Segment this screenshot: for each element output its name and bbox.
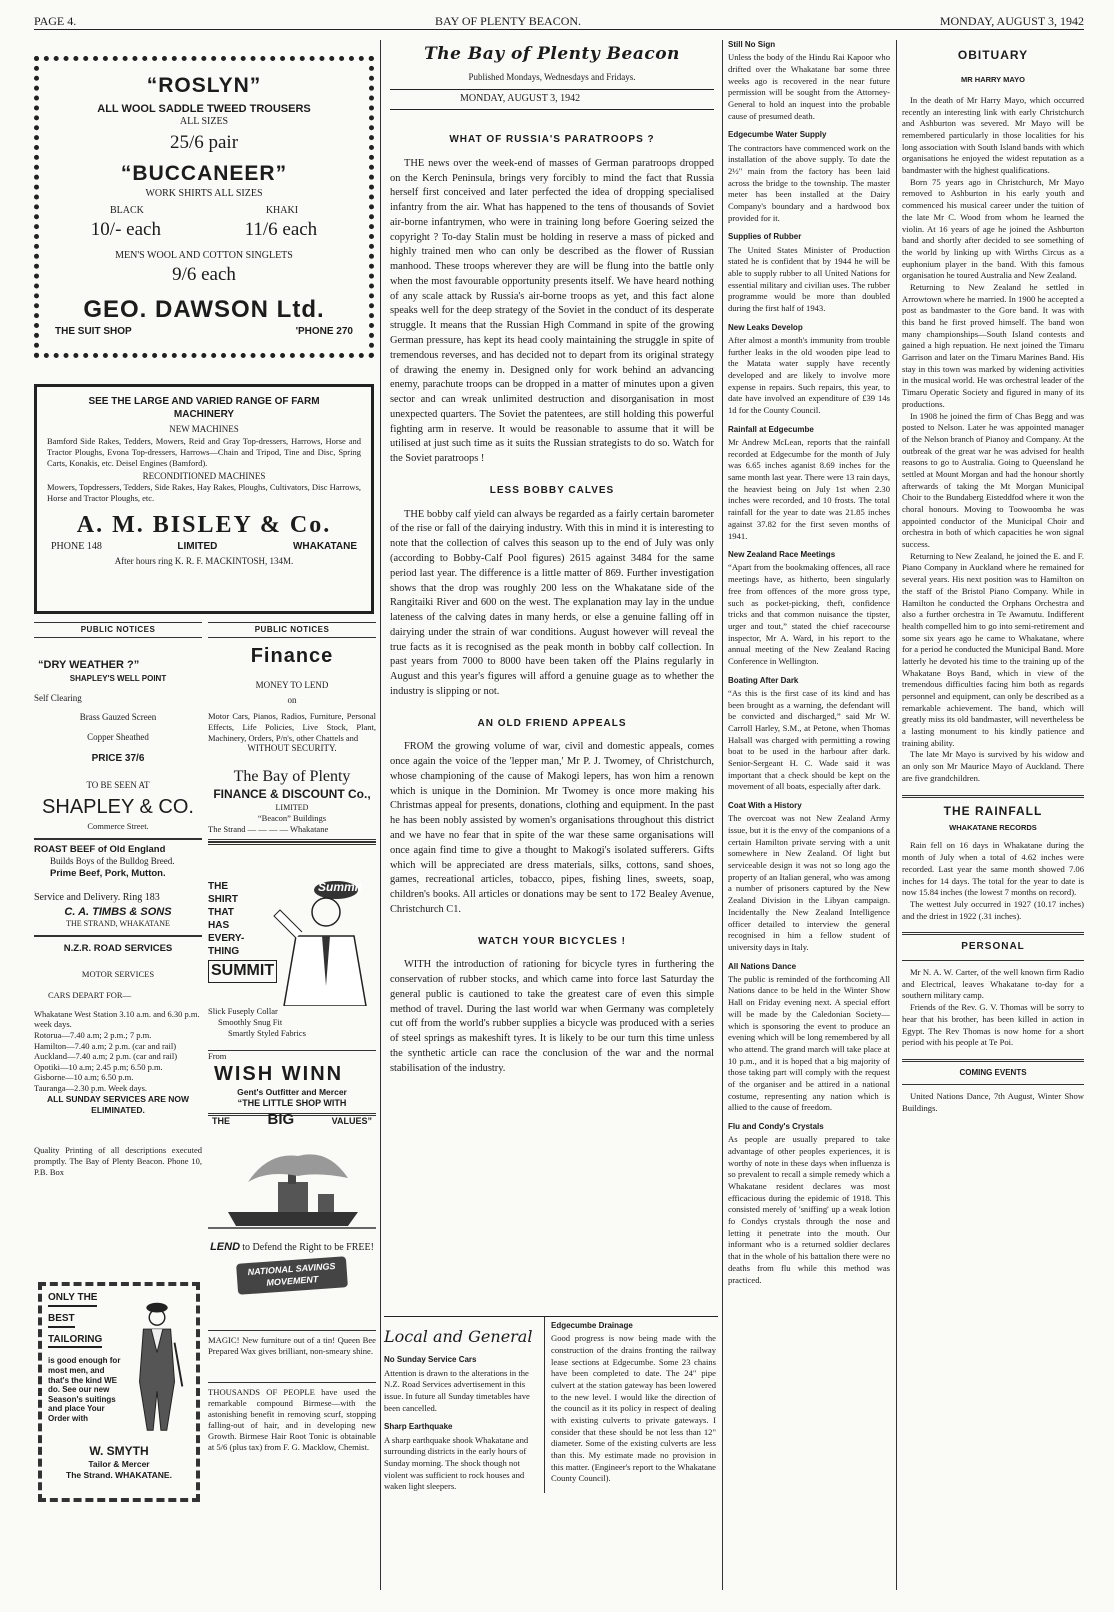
wish-winn-advert: From WISH WINN Gent's Outfitter and Mercer “THE LITTLE SHOP WITH THE BIG VALUES”: [208, 1050, 376, 1116]
roslyn-brand: “ROSLYN”: [146, 74, 262, 97]
editorial-heading: WATCH YOUR BICYCLES !: [478, 935, 626, 947]
paper-name: BAY OF PLENTY BEACON.: [435, 14, 582, 28]
masthead: The Bay of Plenty Beacon Published Mondays, Wednesdays and Fridays. MONDAY, AUGUST 3, 1942: [390, 44, 714, 110]
dawson-name: GEO. DAWSON Ltd.: [83, 295, 325, 323]
wish-winn-name: WISH WINN: [214, 1062, 344, 1085]
smyth-advert: ONLY THE BEST TAILORING is good enough for most men, and that's the kind WE do. See our new Season's suitings and place Your Order with W. SMYTH Tailor & Mercer The Strand. WHAKATANE.: [38, 1282, 200, 1502]
editorial-heading: WHAT OF RUSSIA'S PARATROOPS ?: [449, 134, 655, 145]
summit-logo: Summit: [318, 880, 363, 894]
editorial-paragraph: WITH the introduction of rationing for bicycle tyres in furthering the conservation of rubber stocks, and which came into force last Saturday the general public is cautioned to take the greatest care of even this simple method of travel. During the last world war when Germany was completely cut off from the world's rubber supplies a bicycle was produced with a series of steel springs as makeshift tyres. It is likely to be our turn this time unless the synthetic article can race the conclusion of the war and the normal stabilisation of the industry.: [390, 959, 714, 1074]
column-rule: [380, 40, 381, 1590]
rainfall-title: THE RAINFALL: [943, 803, 1043, 818]
bisley-name: A. M. BISLEY & Co.: [76, 512, 332, 539]
black-shirt-price: 10/- each: [90, 218, 161, 240]
editorial-paragraph: FROM the growing volume of war, civil and domestic appeals, comes once again the voice of the 'lepper man,' Mr P. J. Twomey, of Christchurch, whose championing of the cause of Makogi lepers, has won him a renown which is unique in the Dominion. Mr Twomey is once more making his Christmas appeal for presents, donations, clothing and equipment. In the past he has been nobly assisted by women's organisations throughout this district and we have no fear that in spite of the war these same organisations will once again find time to give a thought to Makogi's isolated sufferers. Gifts which will be appreciated are dress materials, silks, cottons, sand shoes, games, recreational articles, tobacco, pipes, fishing lines, sweets, soap, children's books. All articles or donations may be sent to 172 Bealey Avenue, Christchurch C1.: [390, 741, 714, 915]
coming-events-title: COMING EVENTS: [959, 1067, 1027, 1077]
savings-banner: NATIONAL SAVINGS MOVEMENT: [236, 1257, 348, 1296]
bisley-advert: SEE THE LARGE AND VARIED RANGE OF FARM MACHINERY NEW MACHINES Bamford Side Rakes, Tedders, Mowers, Reid and Gray Top-dressers, Harrows, Horse and Tractor Ploughs, Evona Top-dressers, Harrows—Chain and Tripod, Tine and Disc, Spring Carts, Konakis, etc. Deisel Engines (Bamford). RECONDITIONED MACHINES Mowers, Topdressers, Tedders, Side Rakes, Hay Rakes, Ploughs, Cultivators, Disc Harrows, Horse and Tractor Ploughs, etc. A. M. BISLEY & Co. PHONE 148 LIMITED WHAKATANE After hours ring K. R. F. MACKINTOSH, 134M.: [34, 384, 374, 614]
shapley-name: SHAPLEY & CO.: [42, 796, 194, 819]
national-savings-advert: LEND to Defend the Right to be FREE! NATIONAL SAVINGS MOVEMENT: [208, 1142, 376, 1318]
local-general-title: Local and General: [384, 1327, 533, 1346]
editorial-heading: LESS BOBBY CALVES: [489, 484, 615, 496]
page-number: PAGE 4.: [34, 14, 77, 28]
personal-title: PERSONAL: [961, 941, 1025, 953]
local-general: Local and General No Sunday Service Cars Attention is drawn to the alterations in the N.Z. Road Services advertisement in this issue. In future all Sunday timetables have been cancelled. Sharp Earthquake A sharp earthquake shook Whakatane and surrounding districts in the early hours of Sunday morning. The shock though not violent was sufficient to rock houses and waken light sleepers. Edgecumbe Drainage Good progress is now being made with the construction of the drains fronting the railway lease sections at Edgecumbe. Some 23 chains have been completed to date. The 24" pipe culvert at the station gateway has been lowered to the new level. I would like the direction of the council as it its policy in respect of dealing with existing culverts to private gateways. I consider that these should be not less than 12" diameter. Some of the existing culverts are less than this. My estimate made no provision in this matter. (Engineer's report to the Whakatane County Council).: [384, 1316, 718, 1493]
summit-advert: THE SHIRT THAT HAS EVERY- THING SUMMIT Summit Slick Fuseply Collar Smoothly Snug Fit Smartly Styled Fabrics: [208, 876, 376, 1044]
editorial-heading: AN OLD FRIEND APPEALS: [477, 717, 627, 729]
obituary-column: OBITUARY MR HARRY MAYO In the death of Mr Harry Mayo, which occurred recently an interesting link with early Christchurch and Ashburton was severed. Mr Mayo will be remembered particularly in those localities for his long association with South Island bands with which organisations he enjoyed the widest reputation as a bandmaster with the highest qualifications. Born 75 years ago in Christchurch, Mr Mayo removed to Ashburton in his early youth and commenced his musical career under the tuition of the late Mr C. Wood from whom he learned the violin. At 16 years of age he joined the Ashburton band and shortly after decided to see something of the world by linking up with Wirths Circus as a euphonium player in the band. With this famous organisation he toured Australia and New Zealand. Returning to New Zealand he settled in Arrowtown where he married. In 1900 he accepted a post as bandmaster to the Gore band. It was with this band he first proved himself. The band won many championships—South Island contests and gained a high repuation. He next joined the Timaru Garrison and later on the Timaru Marines Band. His stay in this town was marked by widening activities in the musical world. He was orchestral leader of the Timaru Operatic Society and figured in many of its productions. In 1908 he joined the firm of Chas Begg and was posted to Nelson. Later he was appointed manager of the Nelson branch of Pianoy and Company. At the outbreak of the great war he was advised for health reasons to go to Australia. Going to Queensland he settled at Mount Morgan and had the honour shortly afterwards of taking the Mt Morgan Municipal Choir to the Bundaberg Eisteddfod where it won the choral honours. Moving to Toowoomba he was appointed conductor of the Municipal Choir and orchestra in both of which capacities he won signal success. Returning to New Zealand, he joined the E. and F. Piano Company in Auckland where he remained for several years. His next position was to Hamilton on the staff of the Bristol Piano Company. While in Hamilton he conducted the Orphans Orchestra and also a further orchestra in Te Awamutu. Indifferent health compelled him to go into semi-retirement and some six years ago he came to Whakatane, where for a period he conducted the Municipal Band. More latterly he devoted his time to the training up of the Whakatane Boys Band, which in view of the tremendous difficulties facing him both as regards personnel and equipment, can only be described as a remarkable achievement. The band, which will greatly miss its old bandmaster, will nevertheless be a lasting monument to his kindly patience and training ability. The late Mr Mayo is survived by his widow and an only son Mr Maurice Mayo of Auckland. There are five grandchildren. THE RAINFALL WHAKATANE RECORDS Rain fell on 16 days in Whakatane during the month of July when a total of 4.62 inches were recorded. Last year the same month showed 7.06 inches for 14 days. The total for the year to date is now 15.84 inches (the lowest 7 months on record). The wettest July occurred in 1927 (10.17 inches) and the driest in 1922 (.31 inches). PERSONAL Mr N. A. W. Carter, of the well known firm Radio and Electrical, leaves Whakatane to-day for a southern military camp. Friends of the Rev. G. V. Thomas will be sorry to hear that his brother, has been killed in action in Egypt. The Rev Thomas is now home for a short period with his people at Te Poi. COMING EVENTS United Nations Dance, 7th August, Winter Show Buildings.: [902, 48, 1084, 1113]
birmese-notice: THOUSANDS OF PEOPLE have used the remarkable compound Birmese—with the astonishing benefit in removing scurf, stopping falling-out of hair, and in developing new Growth. Birmese Hair Root Tonic is obtainable at 5/6 (plus tax) from F. G. Macklow, Chemist.: [208, 1382, 376, 1453]
news-column: Still No Sign Unless the body of the Hindu Rai Kapoor who drifted over the Whakatane bar some three weeks ago is recovered in the near future permission will be sought from the Attorney-General to hold an inquest into the probable cause of presumed death. Edgecumbe Water Supply The contractors have commenced work on the installation of the above supply. To date the 2½" main from the factory has been laid across the bridge to the township. The master meter has been installed at the Dairy Company's boundary and a hardwood box provided for it. Supplies of Rubber The United States Minister of Production stated he is confident that by 1944 he will be able to supply rubber to all United Nations for essential military and civilian uses. The rubber programme would be more than doubled during the first half of 1943. New Leaks Develop After almost a month's immunity from trouble further leaks in the old wooden pipe lead to the Matata water supply have recently developed and are likely to involve more expense in repairs. Such repairs, this year, to date have involved an expenditure of £39 14s 1d for the County Council. Rainfall at Edgecumbe Mr Andrew McLean, reports that the rainfall recorded at Edgecumbe for the month of July was 6.65 inches aganist 8.69 inches for the same month last year. There were 13 rain days, the heaviest being on July 1st when 2.30 inches were recorded, and 10 frosts. The total rainfall for the year to date was 21.85 inches against 37.82 for the first seven months of 1941. New Zealand Race Meetings “Apart from the bookmaking offences, all race meetings have, as hitherto, been singularly free from offences of the more gross type, such as pocket-picking, theft, confidence tricks and that common nuisance the tipster, urger and tout,” stated the chief racecourse inspector, Mr A. Ward, in his report to the annual meeting of the New Zealand Racing Conference in Wellington. Boating After Dark “As this is the first case of its kind and has been brought as a warning, the defendant will be convicted and discharged,” said Mr W. Carroll Harley, S.M., at Petone, when Thomas Halsall was charged with permitting a rowing boat to be used in the harbour after dark. Senior-Sergeant H. C. Wade said it was important that a check should be kept on the movement of all boats, especially after dark. Coat With a History The overcoat was not New Zealand Army issue, but it is the envy of the companions of a certain Hamilton private serving with a unit somewhere in New Zealand. Of light but serviceable design it was not so long ago the property of an Italian general, who was among a number of prisoners captured by the New Zealand Division in the Libyan campaign. Incidentally the New Zealand Intelligence officer detailed to interview the general recognised in him a fellow student of university days in Italy. All Nations Dance The public is reminded of the forthcoming All Nations dance to be held in the Winter Show Hall on Friday evening next. A special effort will be made by the Caledonian Society—which is sponsoring the event to produce an evening which will be long remembered by all who attend. The grand march will take place at 10 p.m., and it is hoped that a big majority of those taking part will comply with the request of the organiser and be attired in a national costume, representing any nation which is allied to the cause of freedom. Flu and Condy's Crystals As people are usually prepared to take advantage of other peoples experiences, it is worthy of note in these days when influenza is so prevalent to recall a simple remedy which a Whakatane resident declares was most efficacious during the epidemic of 1918. This consisted merely of 'sniffing' up a weak lotion fo Condys crystals through the nose and letting it penetrate into the mouth. Our informant who is a returned soldier declares that in the whole of his battalion there were no deaths from flu while this method was practiced.: [728, 40, 890, 1285]
column-rule: [722, 40, 723, 1590]
column-rule: [896, 40, 897, 1590]
page-header: [34, 14, 1084, 30]
editorial-paragraph: THE bobby calf yield can always be regarded as a fairly certain barometer of the rise or fall of the dairying industry. With this in mind it is interesting to note that the collection of calves this season up to the end of July was only (according to Bobby-Calf Pool figures) 2615 against 3484 for the same period last year. The difference is a little matter of 869. Further investigation shows that the drop was roughly 200 less on the Whakatane side of the Rangitaiki River and 600 on the west. The explanation may lay in the undue lateness of the calving dates in many herds, or else a genuine falling off in dairying under the strain of war conditions. August however will reveal the true facts as it is recognised as the peak month in bobby calf collection. In past years from 7000 to 8000 have been taken off the Plains regularly in August and this year's figures will afford a genuine guage as to whether the industry is slipping or not.: [390, 508, 714, 697]
timetable-list: Whakatane West Station 3.10 a.m. and 6.30 p.m. week days. Rotorua—7.40 a.m; 2 p.m.; 7 p.m. Hamilton—7.40 a.m; 2 p.m. (car and rail) Auckland—7.40 a.m; 2 p.m. (car and rail) Opotiki—10 a.m; 2.45 p.m; 6.50 p.m. Gisborne—10 a.m; 6.50 p.m. Tauranga—2.30 p.m. Week days.: [34, 1008, 200, 1094]
shirt-man-illustration: [266, 876, 372, 1006]
gentleman-illustration: [122, 1292, 190, 1442]
editorial-paragraph: THE news over the week-end of masses of German paratroops dropped on the Kerch Peninsula, brings very forcibly to mind the fact that Russia herself first conceived and later perfected the idea of dropping specialised infantry from the air. What has happened to the tens of thousands of Soviet air-borne infantrymen, who were in training long before Goering seized the copyright ? To-day Stalin must be holding in reserve a mass of picked and highly trained men who can only be described as the flower of Russian manhood. These troops wherever they are will be flung into the battle only when the most favourable opportunity presents itself. We have heard nothing of any scale attack by Russia's air-borne troops as yet, and this fact alone speaks well for the deep strategy of the Soviet in the conduct of its desperate struggle. It means that the Russian High Command in spite of the growing German pressure, has kept its head cooly maintaining the struggle in spite of tremendous reverses, and has decided not to depart from its original strategy of drawing the enemy in. Designed only for work behind an advancing enemy, parachute troops can be dropped in a matter of minutes upon a given sector and can wreak unlimited destruction and disorganisation in most unexpected quarters. The Soviet the patentees, are still holding this powerful fighting arm in reserve. It would be reasonable to assume that it will be utilised at just such time as it suits the Russian strategists to do so. Watch for the Soviet paratroops !: [390, 157, 714, 465]
public-notices-left: PUBLIC NOTICES “DRY WEATHER ?” SHAPLEY'S WELL POINT Self Clearing Brass Gauzed Screen Copper Sheathed PRICE 37/6 TO BE SEEN AT SHAPLEY & CO. Commerce Street. ROAST BEEF of Old England Builds Boys of the Bulldog Breed. Prime Beef, Pork, Mutton. Service and Delivery. Ring 183 C. A. TIMBS & SONS THE STRAND, WHAKATANE N.Z.R. ROAD SERVICES MOTOR SERVICES CARS DEPART FOR— Whakatane West Station 3.10 a.m. and 6.30 p.m. week days. Rotorua—7.40 a.m; 2 p.m.; 7 p.m. Hamilton—7.40 a.m; 2 p.m. (car and rail) Auckland—7.40 a.m; 2 p.m. (car and rail) Opotiki—10 a.m; 2.45 p.m; 6.50 p.m. Gisborne—10 a.m; 6.50 p.m. Tauranga—2.30 p.m. Week days. ALL SUNDAY SERVICES ARE NOW ELIMINATED. Quality Printing of all descriptions executed promptly. The Bay of Plenty Beacon. Phone 10, P.B. Box: [34, 622, 202, 1197]
header-date: MONDAY, AUGUST 3, 1942: [939, 14, 1084, 28]
buccaneer-brand: “BUCCANEER”: [120, 162, 288, 186]
warship-illustration: [208, 1142, 376, 1232]
singlet-price: 9/6 each: [172, 263, 236, 285]
finance-column: PUBLIC NOTICES Finance MONEY TO LEND on Motor Cars, Pianos, Radios, Furniture, Personal Effects, Life Policies, Live Stock, Plant, Machinery, Orders, P/n's, other Chattels and WITHOUT SECURITY. The Bay of Plenty FINANCE & DISCOUNT Co., LIMITED “Beacon” Buildings The Strand — — — — Whakatane: [208, 622, 376, 845]
finance-title: Finance: [250, 645, 334, 668]
smyth-name: W. SMYTH: [89, 1444, 149, 1458]
khaki-shirt-price: 11/6 each: [244, 218, 318, 240]
masthead-title: The Bay of Plenty Beacon: [424, 44, 680, 64]
dawson-advert: “ROSLYN” ALL WOOL SADDLE TWEED TROUSERS ALL SIZES 25/6 pair “BUCCANEER” WORK SHIRTS ALL SIZES BLACK KHAKI 10/- each 11/6 each MEN'S WOOL AND COTTON SINGLETS 9/6 each GEO. DAWSON Ltd. THE SUIT SHOP 'PHONE 270: [34, 56, 374, 358]
magic-notice: MAGIC! New furniture out of a tin! Queen Bee Prepared Wax gives brilliant, non-smeary shine.: [208, 1330, 376, 1357]
editorial-column: [390, 120, 714, 1077]
trouser-price: 25/6 pair: [169, 131, 239, 153]
masthead-date: MONDAY, AUGUST 3, 1942: [390, 89, 714, 110]
obituary-title: OBITUARY: [957, 48, 1029, 62]
